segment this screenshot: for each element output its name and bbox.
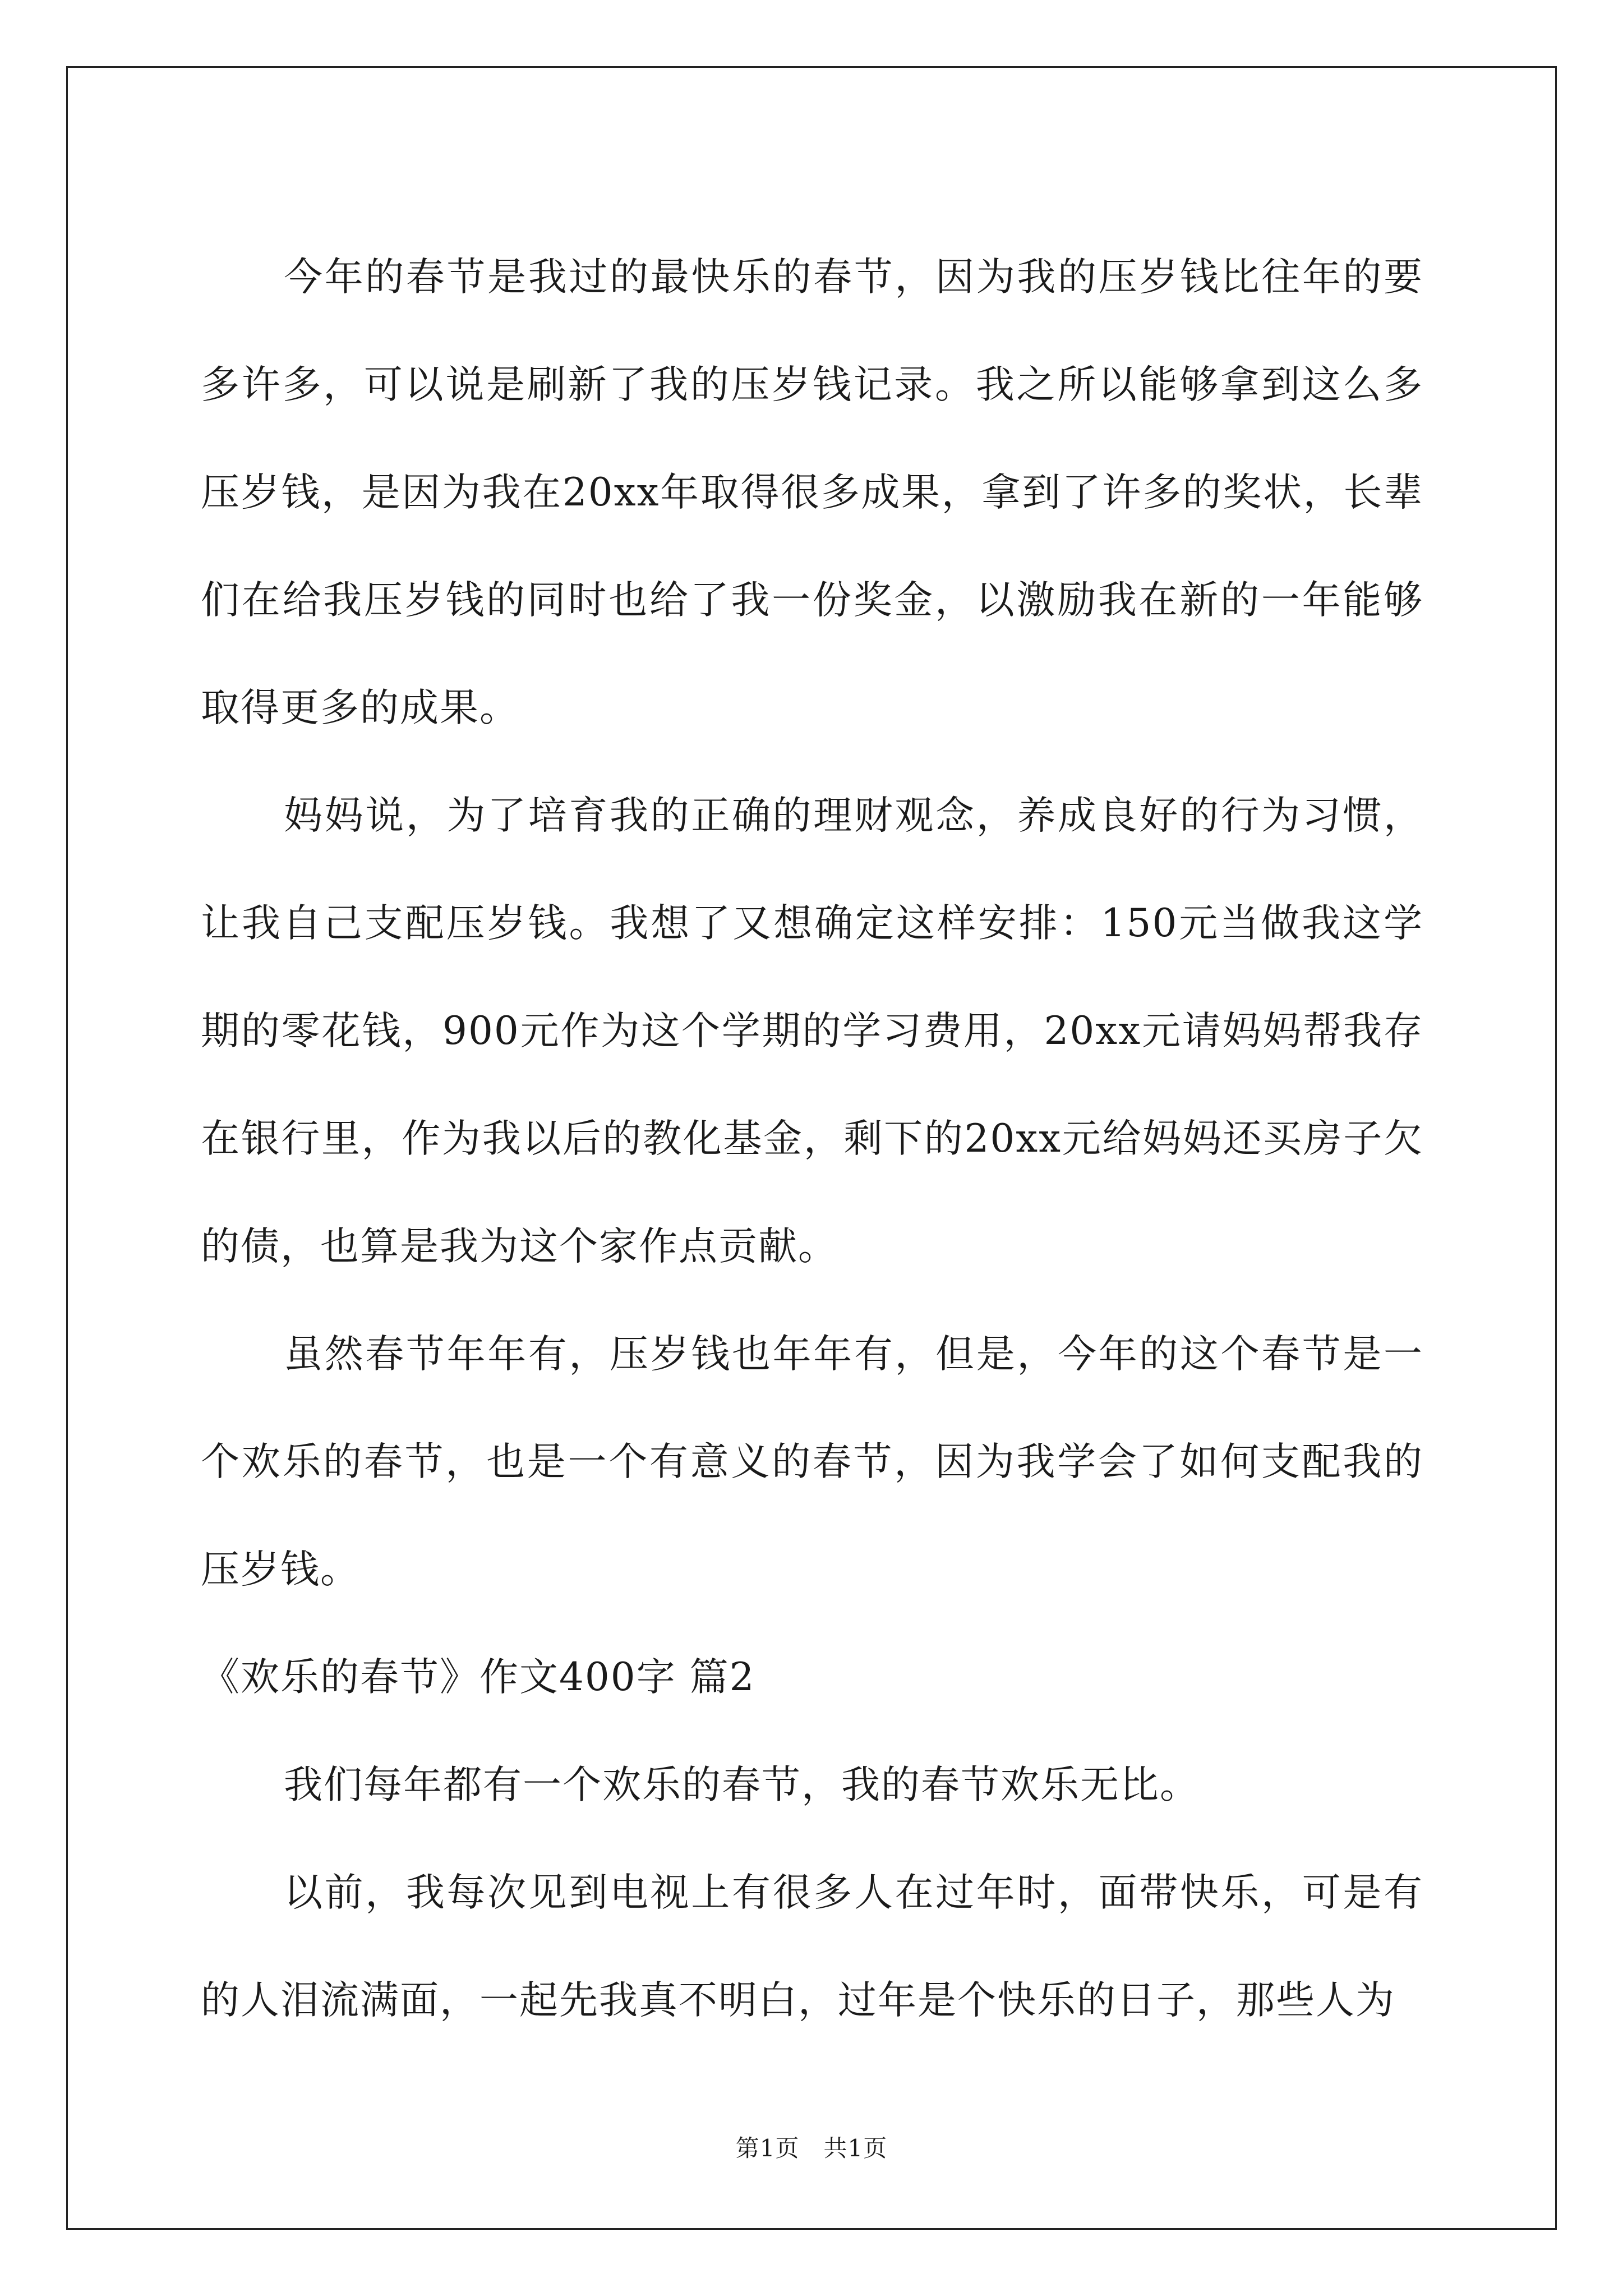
page-number-footer: 第1页 共1页 [735,2134,888,2162]
paragraph-3: 虽然春节年年有，压岁钱也年年有，但是，今年的这个春节是一个欢乐的春节，也是一个有意义的春节，因为我学会了如何支配我的压岁钱。 [201,1332,1423,1592]
paragraph-5: 以前，我每次见到电视上有很多人在过年时，面带快乐，可是有的人泪流满面，一起先我真不明白，过年是个快乐的日子，那些人为 [201,1870,1423,2023]
document-body [201,223,1423,2054]
paragraph-2: 妈妈说，为了培育我的正确的理财观念，养成良好的行为习惯，让我自己支配压岁钱。我想了又想确定这样安排：150元当做我这学期的零花钱，900元作为这个学期的学习费用，20xx元请妈妈帮我存在银行里，作为我以后的教化基金，剩下的20xx元给妈妈还买房子欠的债，也算是我为这个家作点贡献。 [201,793,1423,1269]
paragraph-1: 今年的春节是我过的最快乐的春节，因为我的压岁钱比往年的要多许多，可以说是刷新了我的压岁钱记录。我之所以能够拿到这么多压岁钱，是因为我在20xx年取得很多成果，拿到了许多的奖状，长辈们在给我压岁钱的同时也给了我一份奖金，以激励我在新的一年能够取得更多的成果。 [201,255,1423,730]
section-heading: 《欢乐的春节》作文400字 篇2 [201,1655,755,1700]
paragraph-4: 我们每年都有一个欢乐的春节，我的春节欢乐无比。 [284,1763,1200,1807]
